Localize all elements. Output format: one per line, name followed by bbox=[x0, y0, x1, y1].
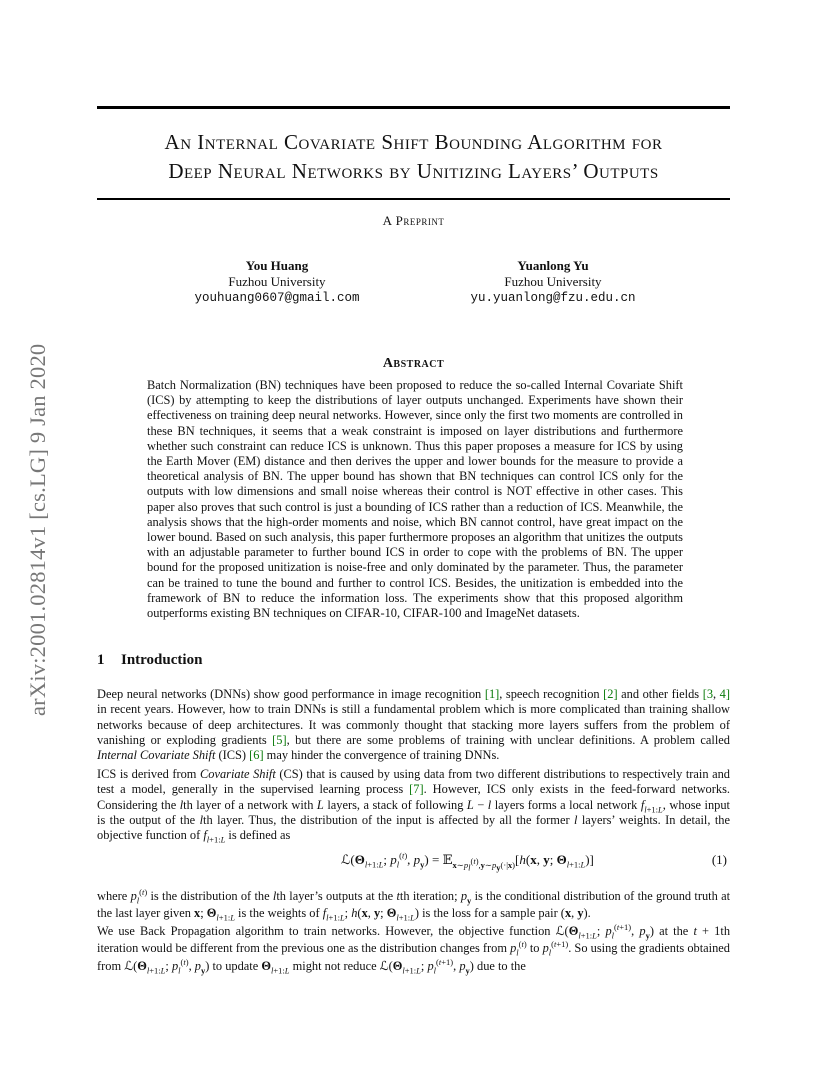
citation-link[interactable]: 4] bbox=[719, 687, 730, 701]
author-affiliation: Fuzhou University bbox=[228, 274, 326, 289]
author-email[interactable]: youhuang0607@gmail.com bbox=[194, 291, 360, 305]
author-email[interactable]: yu.yuanlong@fzu.edu.cn bbox=[470, 291, 636, 305]
title-rule-top bbox=[97, 106, 730, 109]
section-number: 1 bbox=[97, 652, 105, 668]
citation-link[interactable]: [2] bbox=[603, 687, 618, 701]
citation-link[interactable]: [1] bbox=[484, 687, 500, 701]
arxiv-identifier: arXiv:2001.02814v1 [cs.LG] 9 Jan 2020 bbox=[25, 343, 50, 716]
author-name: Yuanlong Yu bbox=[517, 258, 589, 273]
abstract-heading: Abstract bbox=[382, 356, 445, 371]
citation-link[interactable]: [5] bbox=[272, 732, 287, 747]
equation-1 bbox=[97, 852, 730, 872]
author-affiliation: Fuzhou University bbox=[504, 274, 602, 289]
citation-link[interactable]: [3 bbox=[702, 687, 714, 701]
section-title: Introduction bbox=[121, 652, 203, 668]
author-block-1 bbox=[157, 258, 397, 306]
citation-link[interactable]: [7] bbox=[409, 782, 424, 797]
abstract-text: Batch Normalization (BN) techniques have been proposed to reduce the so-called Internal Covariate Shift (ICS) by attempting to keep the distributions of layer outputs unchanged. Experiments have shown their effectiveness on training deep neural networks. However, since only the first two moments are controlled in these BN techniques, it seems that a weak constraint is imposed on layer distributions and furthermore whether such constraint can reduce ICS is unknown. Thus this paper proposes a measure for ICS by using the Earth Mover (EM) distance and then derives the upper and lower bounds for the measure to provide a theoretical analysis of BN. The upper bound has shown that BN techniques can control ICS only for the outputs with low dimensions and small noise whereas their control is NOT effective in other cases. This paper also proves that such control is just a bounding of ICS rather than a reduction of ICS. Meanwhile, the analysis shows that the high-order moments and noise, which BN cannot control, have great impact on the lower bound. Based on such analysis, this paper furthermore proposes an algorithm that unitizes the outputs with an adjustable parameter to further bound ICS in order to cope with the problems of BN. The upper bound for the proposed unitization is noise-free and only dominated by the parameter. Thus, the parameter can be trained to tune the bound and further to control ICS. Besides, the unitization is embedded into the framework of BN to reduce the information loss. The experiments show that this proposed algorithm outperforms existing BN techniques on CIFAR-10, CIFAR-100 and ImageNet datasets. bbox=[147, 378, 683, 621]
preprint-label: A Preprint bbox=[382, 213, 445, 228]
paragraph-1: Deep neural networks (DNNs) show good performance in image recognition [1], speech recognition [2] and other fields [3, 4] in recent years. However, how to train DNNs is still a fundamental problem which is more complicated than training shallow networks because of deep architectures. It was commonly thought that stacking more layers suffers from the problem of vanishing or exploding gradients [5], but there are some problems of training with unclear definitions. A problem called Internal Covariate Shift (ICS) [6] may hinder the convergence of training DNNs. bbox=[97, 687, 730, 763]
title-line-1: An Internal Covariate Shift Bounding Algorithm for bbox=[164, 130, 663, 154]
paragraph-3: where $p_l^{(t)}$ is the distribution of the lth layer’s outputs at the tth iteration; $p_y$ is the conditional distribution of the ground truth at the last layer given x; $\Theta_{l+1:L}$ is the weights of $f_{l+1:L}$; h(x, y; $\Theta_{l+1:L}$) is the loss for a sample pair (x, y). We use Back Propagation algorithm to train networks. However, the objective function $ℒ(\Theta_{l+1:L}$; $p_l^{(t+1)}$, $p_y$) at the t + 1th iteration would be different from the previous one as the distribution changes from $p_l^{(t)}$ to $p_l^{(t+1)}$. So using the gradients obtained from $ℒ(\Theta_{l+1:L}$; $p_l^{(t)}$, $p_y$) to update $\Theta_{l+1:L}$ might not reduce $ℒ(\Theta_{l+1:L}$; $p_l^{(t+1)}$, $p_y$) due to the bbox=[97, 886, 731, 976]
equation-number: (1) bbox=[711, 852, 727, 867]
title-rule-bottom bbox=[97, 198, 730, 200]
paragraph-2: ICS is derived from Covariate Shift (CS) that is caused by using data from two different distributions to respectively train and test a model, generally in the supervised learning process [7]. However, ICS only exists in the feed-forward networks. Considering the lth layer of a network with L layers, a stack of following L − l layers forms a local network $f_{l+1:L}$, whose input is the output of the lth layer. Thus, the distribution of the input is affected by all the former l layers’ weights. In detail, the objective function of $f_{l+1:L}$ is defined as bbox=[97, 767, 730, 845]
equation-body: $ℒ(\Theta_{l+1:L}$; $p_l^{(t)}$, $p_y$) = 𝔼$_{x\sim p_l^{(t)},y\sim p_y(\cdot|x)}$[h(x, y; $\Theta_{l+1:L}$)] bbox=[341, 850, 594, 873]
author-name: You Huang bbox=[245, 258, 309, 273]
paper-title bbox=[97, 128, 730, 186]
title-line-2: Deep Neural Networks by Unitizing Layers’ Outputs bbox=[168, 159, 659, 183]
section-heading bbox=[97, 652, 202, 669]
citation-link[interactable]: [6] bbox=[249, 748, 264, 763]
author-block-2 bbox=[433, 258, 673, 306]
